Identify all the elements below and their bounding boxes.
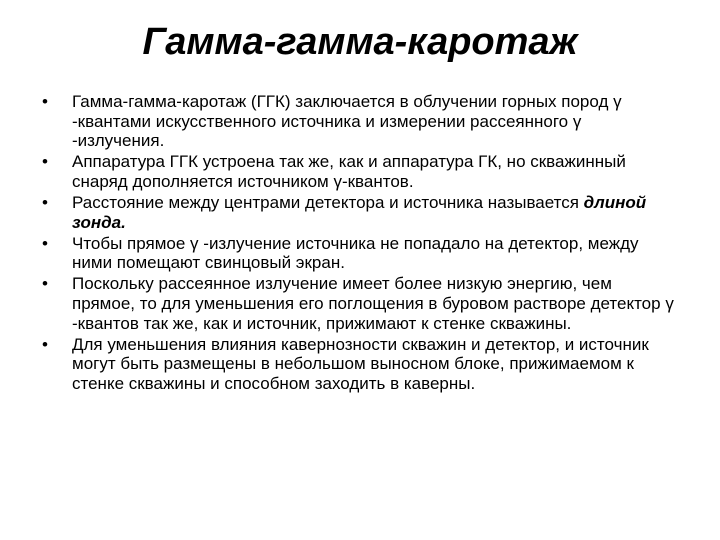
bullet-dot: • [42, 233, 48, 253]
bullet-text: Аппаратура ГГК устроена так же, как и аппаратура ГК, но скважинный снаряд дополняется источником γ-квантов. [72, 152, 626, 191]
bullet-text: Для уменьшения влияния кавернозности скважин и детектор, и источник могут быть размещены в небольшом выносном блоке, прижимаемом к стенке скважины и способном заходить в каверны. [72, 334, 649, 393]
bullet-item-detector-pressing [38, 274, 678, 333]
bullet-text: Чтобы прямое γ -излучение источника не попадало на детектор, между ними помещают свинцовый экран. [72, 233, 639, 273]
bullet-item-ggk-definition [38, 92, 678, 151]
bullet-item-lead-screen [38, 234, 678, 273]
bullet-item-apparatus [38, 152, 678, 191]
bullet-emphasis-term: длиной зонда. [72, 192, 647, 232]
bullet-item-cavern-influence [38, 335, 678, 394]
bullet-dot: • [42, 152, 48, 172]
bullet-dot: • [42, 274, 48, 294]
bullet-dot: • [42, 92, 48, 111]
bullet-dot: • [42, 334, 48, 354]
bullet-text: Гамма-гамма-каротаж (ГГК) заключается в облучении горных пород γ -квантами искусственного источника и измерении рассеянного γ -излучения. [72, 92, 622, 151]
bullet-list [38, 92, 678, 395]
bullet-text: Поскольку рассеянное излучение имеет более низкую энергию, чем прямое, то для уменьшения его поглощения в буровом растворе детектор γ -квантов так же, как и источник, прижимают к стенке скважины. [72, 274, 674, 333]
slide-title: Гамма-гамма-каротаж [142, 21, 578, 63]
bullet-text: Расстояние между центрами детектора и источника называется [72, 192, 584, 212]
bullet-item-probe-length [38, 193, 678, 232]
bullet-dot: • [42, 192, 48, 212]
